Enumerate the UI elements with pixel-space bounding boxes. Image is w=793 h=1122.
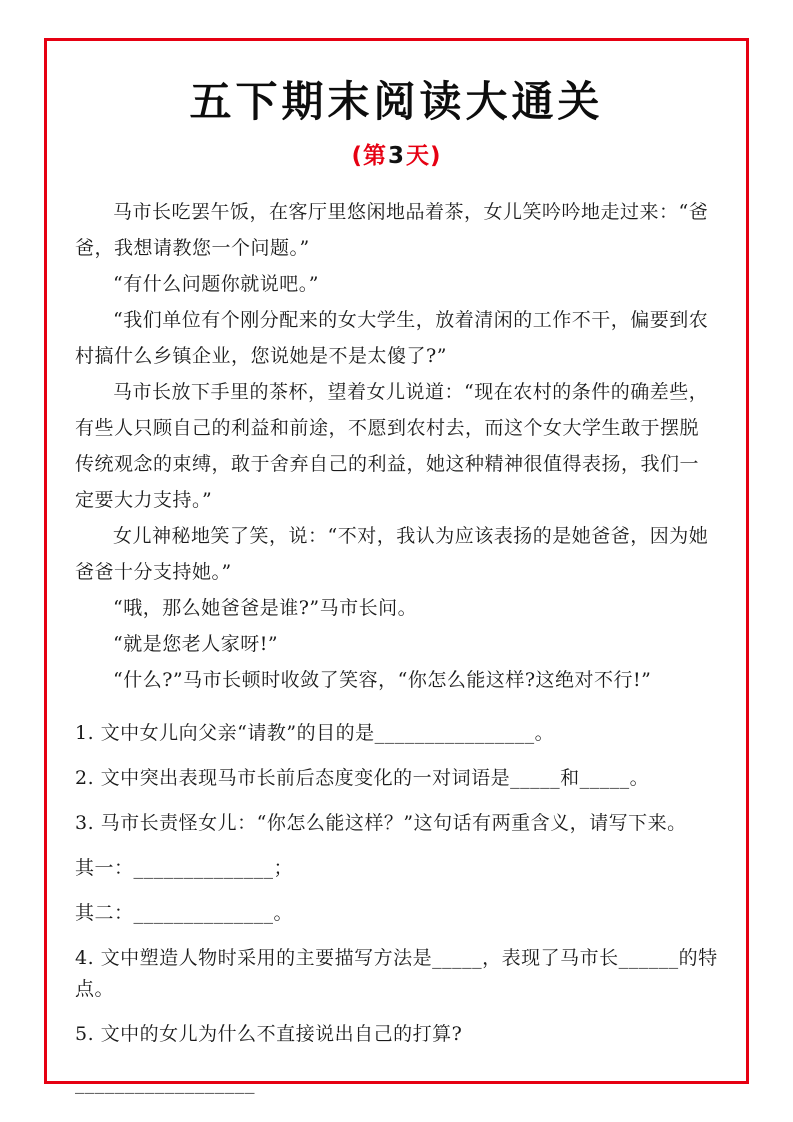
subtitle-day-number: 3 <box>387 143 405 169</box>
passage-paragraph: “什么?”马市长顿时收敛了笑容，“你怎么能这样?这绝对不行!” <box>113 669 652 691</box>
page-title: 五下期末阅读大通关 <box>189 77 604 126</box>
question-3-answer-line-1: 其一：______________； <box>75 857 294 879</box>
question-item-3: 3. 马市长责怪女儿：“你怎么能这样？”这句话有两重含义，请写下来。 <box>75 812 687 834</box>
subtitle-suffix: 天) <box>406 143 442 169</box>
passage-paragraph: “有什么问题你就说吧。” <box>113 273 319 295</box>
passage-paragraph: 马市长吃罢午饭，在客厅里悠闲地品着茶，女儿笑吟吟地走过来：“爸爸，我想请教您一个问题。” <box>75 201 709 259</box>
passage-paragraph: “就是您老人家呀!” <box>113 633 279 655</box>
reading-passage <box>75 194 718 698</box>
answer-blank-line: __________________ <box>75 1072 255 1094</box>
passage-paragraph: 马市长放下手里的茶杯，望着女儿说道：“现在农村的条件的确差些，有些人只顾自己的利益和前途，不愿到农村去，而这个女大学生敢于摆脱传统观念的束缚，敢于舍弃自己的利益，她这种精神很值得表扬，我们一定要大力支持。” <box>75 381 709 511</box>
red-border-frame <box>44 38 749 1094</box>
question-item-1: 1. 文中女儿向父亲“请教”的目的是________________。 <box>75 722 555 744</box>
question-list <box>75 718 718 1099</box>
passage-paragraph: “我们单位有个刚分配来的女大学生，放着清闲的工作不干，偏要到农村搞什么乡镇企业，您说她是不是太傻了?” <box>75 309 709 367</box>
question-item-2: 2. 文中突出表现马市长前后态度变化的一对词语是_____和_____。 <box>75 767 650 789</box>
question-item-5: 5. 文中的女儿为什么不直接说出自己的打算? <box>75 1023 463 1045</box>
question-3-answer-line-2: 其二：______________。 <box>75 902 294 924</box>
question-item-4: 4. 文中塑造人物时采用的主要描写方法是_____，表现了马市长______的特点。 <box>75 947 718 1000</box>
passage-paragraph: “哦，那么她爸爸是谁?”马市长问。 <box>113 597 418 619</box>
passage-paragraph: 女儿神秘地笑了笑，说：“不对，我认为应该表扬的是她爸爸，因为她爸爸十分支持她。” <box>75 525 709 583</box>
subtitle-prefix: (第 <box>351 143 387 169</box>
page-subtitle <box>75 137 718 170</box>
